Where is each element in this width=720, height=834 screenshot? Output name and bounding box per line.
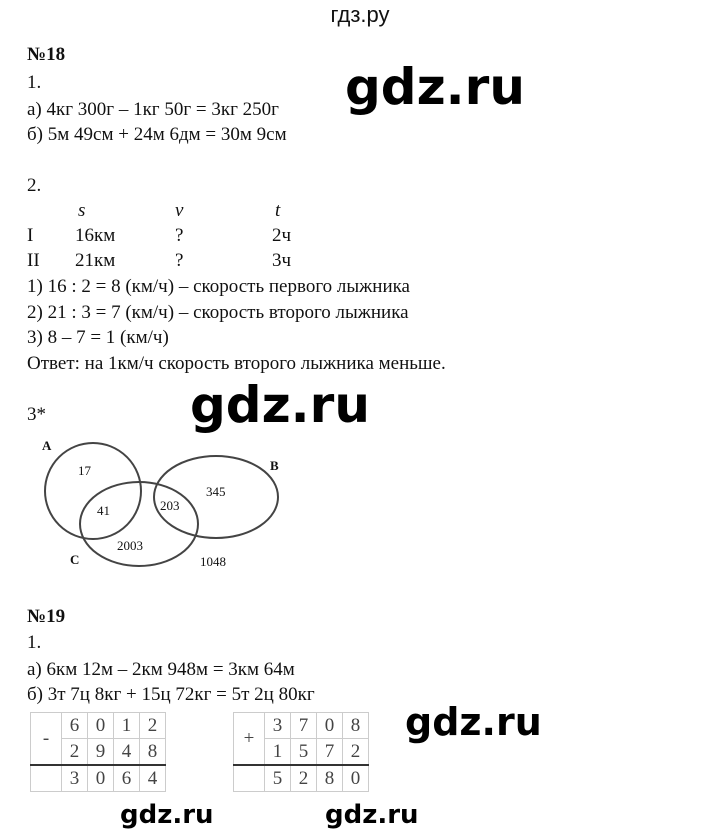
venn-value: 345 (206, 484, 226, 499)
equation-b: б) 3т 7ц 8кг + 15ц 72кг = 5т 2ц 80кг (27, 684, 315, 705)
set-a-ellipse (45, 443, 141, 539)
watermark: gdz.ru (190, 376, 370, 434)
sign: - (31, 713, 62, 766)
row-label: I (27, 225, 34, 246)
equation-a: а) 6км 12м – 2км 948м = 3км 64м (27, 659, 295, 680)
cell: ? (175, 250, 184, 271)
watermark: gdz.ru (120, 800, 214, 830)
step: 3) 8 – 7 = 1 (км/ч) (27, 327, 169, 348)
equation-a: а) 4кг 300г – 1кг 50г = 3кг 250г (27, 99, 279, 120)
sign: + (234, 713, 265, 766)
set-label: C (70, 552, 80, 567)
step: 1) 16 : 2 = 8 (км/ч) – скорость первого лыжника (27, 276, 410, 297)
part-number: 1. (27, 72, 42, 93)
venn-value: 17 (78, 463, 91, 478)
part-number: 2. (27, 175, 42, 196)
part-number: 3* (27, 404, 46, 425)
cell: 21км (75, 250, 116, 271)
venn-value: 2003 (117, 538, 143, 553)
set-label: A (42, 438, 52, 453)
answer: Ответ: на 1км/ч скорость второго лыжника меньше. (27, 353, 446, 374)
row-label: II (27, 250, 40, 271)
equation-b: б) 5м 49см + 24м 6дм = 30м 9см (27, 124, 287, 145)
section-title-18: №18 (27, 44, 66, 65)
step: 2) 21 : 3 = 7 (км/ч) – скорость второго лыжника (27, 302, 409, 323)
cell: 3ч (272, 250, 292, 271)
cell: 2ч (272, 225, 292, 246)
venn-value: 1048 (200, 554, 226, 569)
section-title-19: №19 (27, 606, 66, 627)
watermark: gdz.ru (325, 800, 419, 830)
col-s: s (78, 200, 86, 221)
cell: ? (175, 225, 184, 246)
cell: 16км (75, 225, 116, 246)
part-number: 1. (27, 632, 42, 653)
venn-value: 41 (97, 503, 110, 518)
venn-value: 203 (160, 498, 180, 513)
site-header: гдз.ру (330, 2, 390, 27)
watermark: gdz.ru (405, 700, 542, 744)
watermark: gdz.ru (345, 58, 525, 116)
col-t: t (275, 200, 281, 221)
addition-table: + 3 7 0 8 1 5 7 2 5 2 8 0 (233, 712, 369, 792)
col-v: v (175, 200, 184, 221)
set-label: B (270, 458, 279, 473)
subtraction-table: - 6 0 1 2 2 9 4 8 3 0 6 4 (30, 712, 166, 792)
